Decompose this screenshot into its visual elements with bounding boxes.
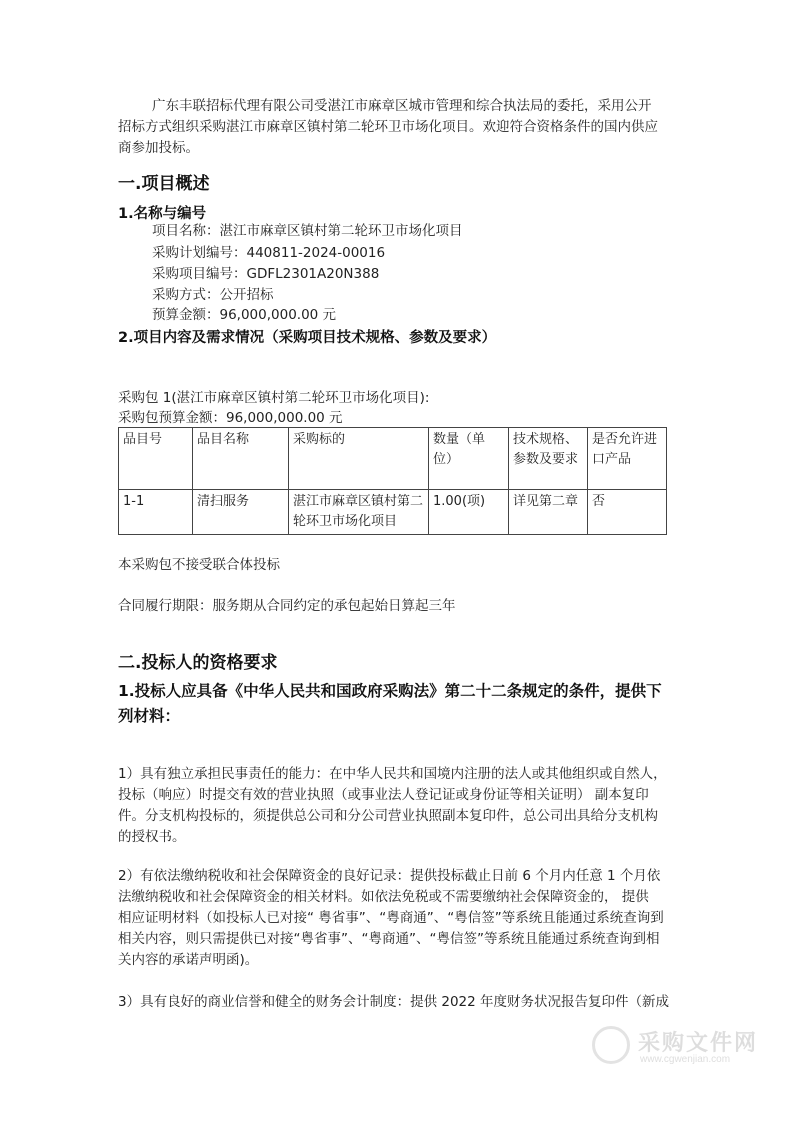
procurement-method: 采购方式：公开招标: [152, 287, 274, 303]
table-header-cell: 品目号: [119, 428, 193, 490]
table-cell: 否: [588, 490, 667, 535]
section-2-sub1-line-2: 列材料：: [118, 707, 181, 725]
qualification-item-1-line: 1）具有独立承担民事责任的能力：在中华人民共和国境内注册的法人或其他组织或自然人，: [118, 766, 667, 782]
table-cell: 详见第二章: [509, 490, 588, 535]
project-name: 项目名称：湛江市麻章区镇村第二轮环卫市场化项目: [152, 223, 463, 239]
table-header-cell: 技术规格、参数及要求: [509, 428, 588, 490]
section-2-sub1-line-1: 1.投标人应具备《中华人民共和国政府采购法》第二十二条规定的条件，提供下: [118, 682, 662, 700]
qualification-item-2-line: 关内容的承诺声明函)。: [118, 952, 259, 968]
intro-line-1: 广东丰联招标代理有限公司受湛江市麻章区城市管理和综合执法局的委托，采用公开: [152, 98, 652, 114]
plan-number: 采购计划编号：440811-2024-00016: [152, 245, 386, 261]
table-row: [119, 490, 667, 535]
qualification-item-2-line: 相关内容，则只需提供已对接“粤省事”、“粤商通”、“粤信签”等系统且能通过系统查询到相: [118, 931, 660, 947]
no-consortium-note: 本采购包不接受联合体投标: [118, 557, 280, 573]
table-header-cell: 是否允许进口产品: [588, 428, 667, 490]
project-number: 采购项目编号：GDFL2301A20N388: [152, 266, 380, 282]
table-header-row: [119, 428, 667, 490]
watermark-title: 采购文件网: [638, 1031, 759, 1056]
package-label: 采购包 1(湛江市麻章区镇村第二轮环卫市场化项目):: [118, 390, 430, 406]
qualification-item-2-line: 2）有依法缴纳税收和社会保障资金的良好记录：提供投标截止日前 6 个月内任意 1 个月依: [118, 868, 661, 884]
section-1-sub2-title: 2.项目内容及需求情况（采购项目技术规格、参数及要求）: [118, 330, 497, 346]
table-cell: 1.00(项): [429, 490, 509, 535]
qualification-item-1-line: 件。分支机构投标的，须提供总公司和分公司营业执照副本复印件，总公司出具给分支机构: [118, 808, 658, 824]
requirements-table: [118, 427, 667, 535]
section-2-title: 二.投标人的资格要求: [118, 653, 278, 673]
qualification-item-1-line: 的授权书。: [118, 829, 186, 845]
watermark: [592, 1024, 762, 1074]
section-1-sub1-title: 1.名称与编号: [118, 206, 207, 222]
qualification-item-1-line: 投标（响应）时提交有效的营业执照（或事业法人登记证或身份证等相关证明） 副本复印: [118, 787, 649, 803]
watermark-url: www.cgwenjian.com: [640, 1054, 731, 1065]
qualification-item-2-line: 法缴纳税收和社会保障资金的相关材料。如依法免税或不需要缴纳社会保障资金的， 提供: [118, 889, 649, 905]
table-cell: 1-1: [119, 490, 193, 535]
section-1-title: 一.项目概述: [118, 174, 210, 194]
contract-period: 合同履行期限：服务期从合同约定的承包起始日算起三年: [118, 598, 456, 614]
budget-amount: 预算金额：96,000,000.00 元: [152, 307, 337, 323]
intro-line-3: 商参加投标。: [118, 140, 199, 156]
table-cell: 清扫服务: [193, 490, 289, 535]
table-header-cell: 采购标的: [289, 428, 429, 490]
watermark-logo-icon: [592, 1026, 630, 1064]
table-cell: 湛江市麻章区镇村第二轮环卫市场化项目: [289, 490, 429, 535]
qualification-item-2-line: 相应证明材料（如投标人已对接“ 粤省事”、“粤商通”、“粤信签”等系统且能通过系统查询到: [118, 910, 664, 926]
qualification-item-3-line: 3）具有良好的商业信誉和健全的财务会计制度：提供 2022 年度财务状况报告复印件（新成: [118, 994, 670, 1010]
package-budget: 采购包预算金额：96,000,000.00 元: [118, 410, 343, 426]
table-header-cell: 品目名称: [193, 428, 289, 490]
intro-line-2: 招标方式组织采购湛江市麻章区镇村第二轮环卫市场化项目。欢迎符合资格条件的国内供应: [118, 119, 658, 135]
table-header-cell: 数量（单位）: [429, 428, 509, 490]
